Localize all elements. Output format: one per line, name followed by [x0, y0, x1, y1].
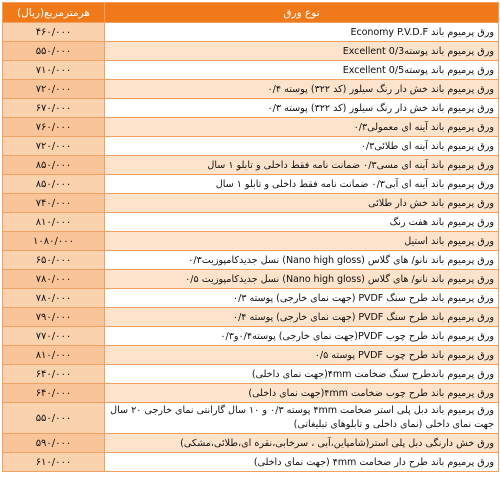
- price-table: [2, 2, 499, 472]
- header-price: هرمترمربع(ریال): [3, 3, 105, 23]
- table-row: [3, 251, 499, 270]
- sheet-type-cell: ورق پرمیوم باند آینه ای مسی۰/۳ ضمانت نامه فقط داخلی و تابلو ۱ سال: [105, 156, 499, 175]
- price-cell: ۸۱۰/۰۰۰: [3, 346, 105, 365]
- header-row: [3, 3, 499, 23]
- table-row: [3, 99, 499, 118]
- price-cell: ۷۲۰/۰۰۰: [3, 80, 105, 99]
- sheet-type-cell: ورق پرمیوم باند خش دار طلائی: [105, 194, 499, 213]
- table-row: [3, 403, 499, 434]
- price-cell: ۷۴۰/۰۰۰: [3, 194, 105, 213]
- sheet-type-cell: ورق پرمیوم باند خش دار رنگ سیلور (کد ۳۲۲) پوسته ۰/۴: [105, 80, 499, 99]
- price-cell: ۵۹۰/۰۰۰: [3, 434, 105, 453]
- sheet-type-cell: ورق پرمیوم باندطرح سنگ ضخامت ۴mm(جهت نمای داخلی): [105, 365, 499, 384]
- table-row: [3, 42, 499, 61]
- price-cell: ۸۵۰/۰۰۰: [3, 156, 105, 175]
- sheet-type-cell: ورق پرمیوم باند دبل پلی استر ضخامت ۴mm پوسته ۰/۳ و ۱۰ سال گارانتی نمای خارجی ۲۰ سال جهت نمای داخلی (نمای داخلی و تابلوهای تبلیغاتی): [105, 403, 499, 434]
- price-cell: ۶۵۰/۰۰۰: [3, 251, 105, 270]
- sheet-type-cell: ورق پرمیوم باند طرح سنگ PVDF (جهت نمای خارجی) پوسته ۰/۴: [105, 308, 499, 327]
- price-cell: ۴۶۰/۰۰۰: [3, 23, 105, 42]
- sheet-type-cell: ورق پرمیوم باند آینه ای آبی۰/۳ ضمانت نامه فقط داخلی و تابلو ۱ سال: [105, 175, 499, 194]
- table-row: [3, 23, 499, 42]
- sheet-type-cell: ورق پرمیوم باند پوسته0/3 Excellent: [105, 42, 499, 61]
- price-cell: ۶۱۰/۰۰۰: [3, 453, 105, 472]
- table-row: [3, 61, 499, 80]
- sheet-type-cell: ورق پرمیوم باند استیل: [105, 232, 499, 251]
- table-row: [3, 308, 499, 327]
- price-cell: ۷۶۰/۰۰۰: [3, 118, 105, 137]
- price-cell: ۷۱۰/۰۰۰: [3, 61, 105, 80]
- table-row: [3, 384, 499, 403]
- table-row: [3, 453, 499, 472]
- sheet-type-cell: ورق خش دارنگی دبل پلی استر(شامپاین،آبی ، سرخابی،نقره ای،طلائی،مشکی): [105, 434, 499, 453]
- table-row: [3, 289, 499, 308]
- price-cell: ۸۱۰/۰۰۰: [3, 213, 105, 232]
- table-body: [3, 23, 499, 472]
- sheet-type-cell: ورق پرمیوم باند طرح چوب PVDF(جهت نمای خارجی) پوسته۰/۴و۰/۳: [105, 327, 499, 346]
- table-row: [3, 80, 499, 99]
- sheet-type-cell: ورق پرمیوم باند طرح چوب PVDF پوسته ۰/۵: [105, 346, 499, 365]
- table-row: [3, 118, 499, 137]
- price-cell: ۵۵۰/۰۰۰: [3, 42, 105, 61]
- price-cell: ۷۲۰/۰۰۰: [3, 137, 105, 156]
- price-cell: ۶۷۰/۰۰۰: [3, 99, 105, 118]
- price-cell: ۷۸۰/۰۰۰: [3, 270, 105, 289]
- price-cell: ۱۰۸۰/۰۰۰: [3, 232, 105, 251]
- sheet-type-cell: ورق پرمیوم باند طرح سنگ PVDF (جهت نمای خارجی) پوسته ۰/۳: [105, 289, 499, 308]
- price-cell: ۷۷۰/۰۰۰: [3, 327, 105, 346]
- sheet-type-cell: ورق پرمیوم باند خش دار رنگ سیلور (کد ۳۲۲) پوسته ۰/۳: [105, 99, 499, 118]
- table-row: [3, 175, 499, 194]
- price-cell: ۶۴۰/۰۰۰: [3, 365, 105, 384]
- sheet-type-cell: ورق پرمیوم باند آینه ای معمولی۰/۳: [105, 118, 499, 137]
- price-cell: ۷۸۰/۰۰۰: [3, 289, 105, 308]
- table-row: [3, 156, 499, 175]
- table-row: [3, 137, 499, 156]
- sheet-type-cell: ورق پرمیوم باند Economy P.V.D.F: [105, 23, 499, 42]
- price-cell: ۶۴۰/۰۰۰: [3, 384, 105, 403]
- table-row: [3, 434, 499, 453]
- price-cell: ۵۵۰/۰۰۰: [3, 403, 105, 434]
- sheet-type-cell: ورق پرمیوم باند نانو/ های گلاس (Nano high gloss) نسل جدیدکامپوزیت۰/۳: [105, 251, 499, 270]
- sheet-type-cell: ورق پرمیوم باند طرح دار ضخامت ۴mm (جهت نمای داخلی): [105, 453, 499, 472]
- price-cell: ۸۵۰/۰۰۰: [3, 175, 105, 194]
- sheet-type-cell: ورق پرمیوم باند طرح چوب ضخامت ۴mm(جهت نمای داخلی): [105, 384, 499, 403]
- sheet-type-cell: ورق پرمیوم باند پوسته0/5 Excellent: [105, 61, 499, 80]
- table-row: [3, 232, 499, 251]
- sheet-type-cell: ورق پرمیوم باند آینه ای طلائی۰/۳: [105, 137, 499, 156]
- sheet-type-cell: ورق پرمیوم باند هفت رنگ: [105, 213, 499, 232]
- price-cell: ۷۹۰/۰۰۰: [3, 308, 105, 327]
- table-row: [3, 327, 499, 346]
- table-row: [3, 270, 499, 289]
- header-type: نوع ورق: [105, 3, 499, 23]
- table-row: [3, 194, 499, 213]
- table-row: [3, 213, 499, 232]
- table-row: [3, 365, 499, 384]
- table-row: [3, 346, 499, 365]
- sheet-type-cell: ورق پرمیوم باند نانو/ های گلاس (Nano high gloss) نسل جدیدکامپوزیت ۰/۵: [105, 270, 499, 289]
